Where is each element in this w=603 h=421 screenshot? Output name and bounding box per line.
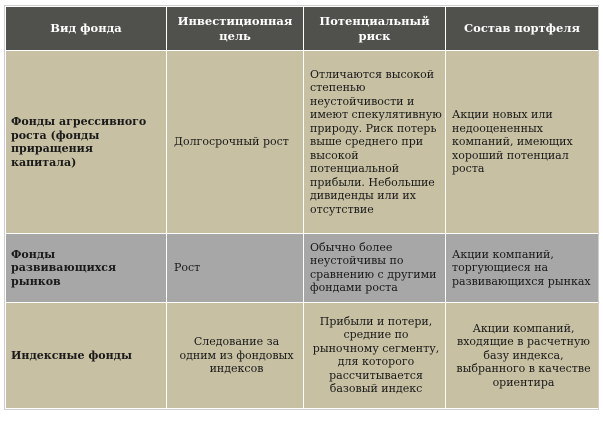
- fund-type-cell: Индексные фонды: [6, 303, 166, 408]
- portfolio-cell: Акции компаний, входящие в расчетную базу индекса, выбранного в качестве ориентира: [446, 303, 598, 408]
- fund-type-cell: Фонды развивающихся рынков: [6, 234, 166, 302]
- header-potential-risk: Потенциальный риск: [304, 7, 445, 50]
- funds-table-container: [4, 5, 599, 410]
- table-row: [6, 51, 598, 233]
- goal-cell: Следование за одним из фондовых индексов: [167, 303, 303, 408]
- table-row: [6, 234, 598, 302]
- table-row: [6, 303, 598, 408]
- funds-table: [5, 6, 599, 409]
- risk-cell: Обычно более неустойчивы по сравнению с другими фондами роста: [304, 234, 445, 302]
- header-investment-goal: Инвестиционная цель: [167, 7, 303, 50]
- goal-cell: Долгосрочный рост: [167, 51, 303, 233]
- risk-cell: Отличаются высокой степенью неустойчивости и имеют спекулятивную природу. Риск потерь выше среднего при высокой потенциальной прибыли. Небольшие дивиденды или их отсутствие: [304, 51, 445, 233]
- header-row: [6, 7, 598, 50]
- goal-cell: Рост: [167, 234, 303, 302]
- fund-type-cell: Фонды агрессивного роста (фонды приращения капитала): [6, 51, 166, 233]
- header-portfolio: Состав портфеля: [446, 7, 598, 50]
- header-fund-type: Вид фонда: [6, 7, 166, 50]
- portfolio-cell: Акции компаний, торгующиеся на развивающихся рынках: [446, 234, 598, 302]
- risk-cell: Прибыли и потери, средние по рыночному сегменту, для которого рассчитывается базовый индекс: [304, 303, 445, 408]
- portfolio-cell: Акции новых или недооцененных компаний, имеющих хороший потенциал роста: [446, 51, 598, 233]
